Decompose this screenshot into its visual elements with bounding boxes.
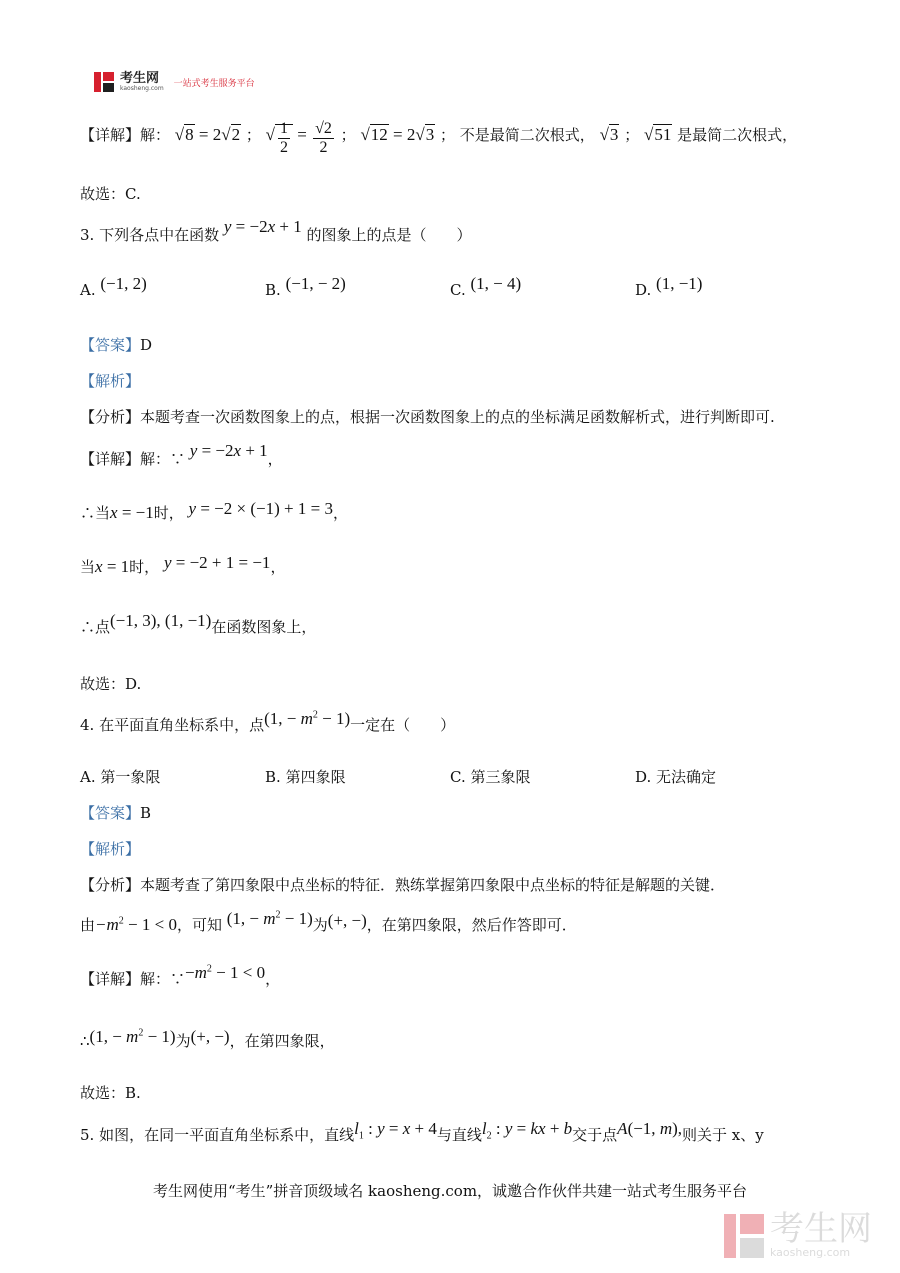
logo-slogan: 一站式考生服务平台	[173, 78, 255, 89]
detail-radicals: 【详解】解： √8 = 2√2 ； √ $\frac{1}{2}$ = $\frac{√2}{2}$ ； √12 = 2√3 ； 不是最简二次根式， √3 ； √51 是最简二次根式，	[80, 120, 798, 156]
q4-detail-1: 【详解】解：$\because-m^2 - 1 < 0$，	[80, 963, 281, 988]
logo-name: 考生网	[120, 70, 160, 86]
logo-icon	[94, 72, 114, 92]
q3-option-d: D. (1, −1)	[635, 274, 703, 299]
answer-c-final: 故选：C.	[80, 185, 141, 203]
q4-analysis: 【分析】本题考查了第四象限中点坐标的特征．熟练掌握第四象限中点坐标的特征是解题的关键．	[80, 876, 726, 894]
q3-stem: 3. 下列各点中在函数 y = −2x + 1 的图象上的点是（ ）	[80, 217, 472, 244]
site-logo	[94, 72, 255, 92]
q3-detail-3: 当x = 1时， y = −2 + 1 = −1，	[80, 553, 286, 576]
q4-option-c: C. 第三象限	[450, 768, 531, 786]
q3-detail-4: ∴点(−1, 3), (1, −1)在函数图象上，	[80, 611, 317, 636]
q4-detail-2: ∴(1, − $m^2 - 1$)为(+, −)，在第四象限，	[80, 1027, 335, 1050]
q3-analysis: 【分析】本题考查一次函数图象上的点，根据一次函数图象上的点的坐标满足函数解析式，进行判断即可.	[80, 408, 775, 426]
detail-tail2: 是最简二次根式，	[677, 126, 798, 144]
q4-answer: 【答案】B	[80, 804, 152, 822]
q3-analysis-tag: 【解析】	[80, 372, 141, 390]
q4-option-d: D. 无法确定	[635, 768, 717, 786]
q3-option-a: A. (−1, 2)	[80, 274, 147, 299]
footer-text: 考生网使用“考生”拼音顶级域名 kaosheng.com，诚邀合作伙伴共建一站式考生服务平台	[152, 1182, 748, 1200]
math-sqrt51: √51	[644, 125, 672, 144]
logo-url: kaosheng.com	[120, 84, 164, 92]
detail-label: 【详解】解：	[80, 126, 171, 144]
q3-option-b: B. (−1, − 2)	[265, 274, 346, 299]
math-sqrt8: √8 = 2√2	[174, 125, 241, 144]
q3-final: 故选：D.	[80, 675, 142, 693]
detail-tail1: 不是最简二次根式，	[459, 126, 595, 144]
math-func: y = −2x + 1	[223, 217, 302, 236]
q4-analysis-tag: 【解析】	[80, 840, 141, 858]
q4-option-a: A. 第一象限	[80, 768, 161, 786]
q4-option-b: B. 第四象限	[265, 768, 346, 786]
q5-stem: 5. 如图，在同一平面直角坐标系中，直线$l_1$ : y = x + 4与直线$l_2$ : y = kx + b交于点A(−1, m),则关于 x、y	[80, 1119, 764, 1144]
q3-answer: 【答案】D	[80, 336, 153, 354]
watermark-name: 考生网	[770, 1209, 872, 1249]
watermark-logo	[724, 1209, 872, 1259]
q3-detail-1: 【详解】解：∵ y = −2x + 1，	[80, 441, 283, 468]
q3-detail-2: ∴当x = −1时， y = −2 × (−1) + 1 = 3，	[80, 499, 348, 522]
math-sqrt-half: √ $\frac{1}{2}$ = $\frac{√2}{2}$	[265, 120, 332, 156]
q3-option-c: C. (1, − 4)	[450, 274, 522, 299]
watermark-url: kaosheng.com	[770, 1246, 851, 1259]
math-sqrt3: √3	[599, 125, 619, 144]
q4-final: 故选：B.	[80, 1084, 141, 1102]
q4-stem: 4. 在平面直角坐标系中，点(1, − $m^2 - 1$)一定在（ ）	[80, 709, 456, 734]
watermark-icon	[724, 1214, 764, 1258]
math-sqrt12: √12 = 2√3	[360, 125, 435, 144]
q4-line1: 由$-m^2 - 1 < 0$，可知 (1, − $m^2 - 1$)为(+, −)，在第四象限，然后作答即可．	[80, 909, 577, 934]
